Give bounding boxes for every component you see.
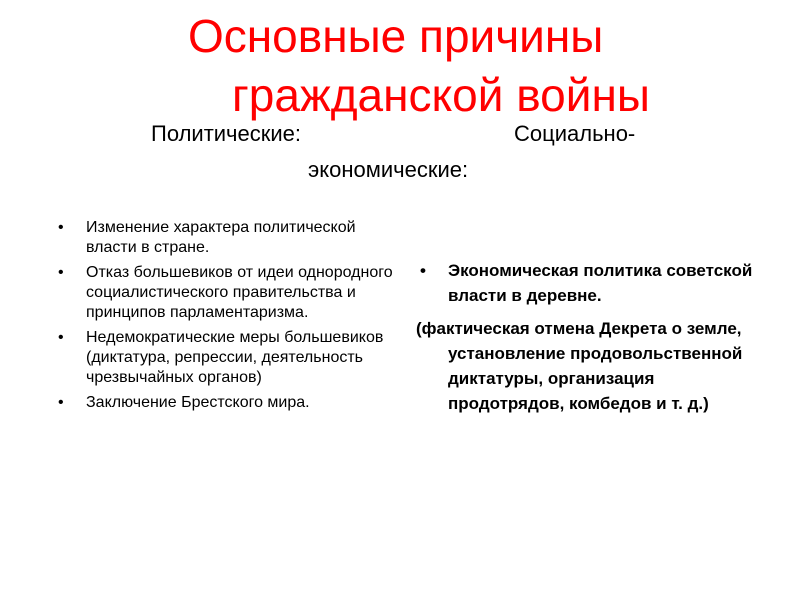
bullet-icon: •: [58, 264, 64, 281]
title-line-1: Основные причины: [188, 10, 604, 62]
socio-economic-causes: [412, 258, 772, 416]
subhead-political: Политические:: [151, 121, 302, 146]
list-item-text: Отказ большевиков от идеи однородного социалистического правительства и принципов парламентаризма.: [86, 264, 393, 321]
title-line-2: гражданской войны: [232, 69, 650, 121]
bullet-icon: •: [58, 394, 64, 411]
list-item: [58, 393, 398, 413]
list-item-text: Экономическая политика советской власти в деревне.: [448, 261, 753, 305]
list-item: [412, 258, 772, 308]
bullet-icon: •: [58, 219, 64, 236]
list-item: [58, 263, 398, 323]
list-item-text: Заключение Брестского мира.: [86, 394, 310, 411]
socio-economic-detail: (фактическая отмена Декрета о земле, установление продовольственной диктатуры, организация продотрядов, комбедов и т. д.): [416, 319, 743, 413]
list-item: [58, 218, 398, 258]
subhead-socio-economic-line-1: Социально-: [514, 121, 636, 146]
list-item-text: Изменение характера политической власти в стране.: [86, 219, 356, 256]
bullet-icon: •: [58, 329, 64, 346]
list-item-text: Недемократические меры большевиков (диктатура, репрессии, деятельность чрезвычайных органов): [86, 329, 384, 386]
bullet-icon: •: [420, 261, 426, 280]
subhead-socio-economic-line-2: экономические:: [308, 157, 469, 182]
political-causes-list: [58, 218, 398, 418]
list-item: [58, 328, 398, 388]
